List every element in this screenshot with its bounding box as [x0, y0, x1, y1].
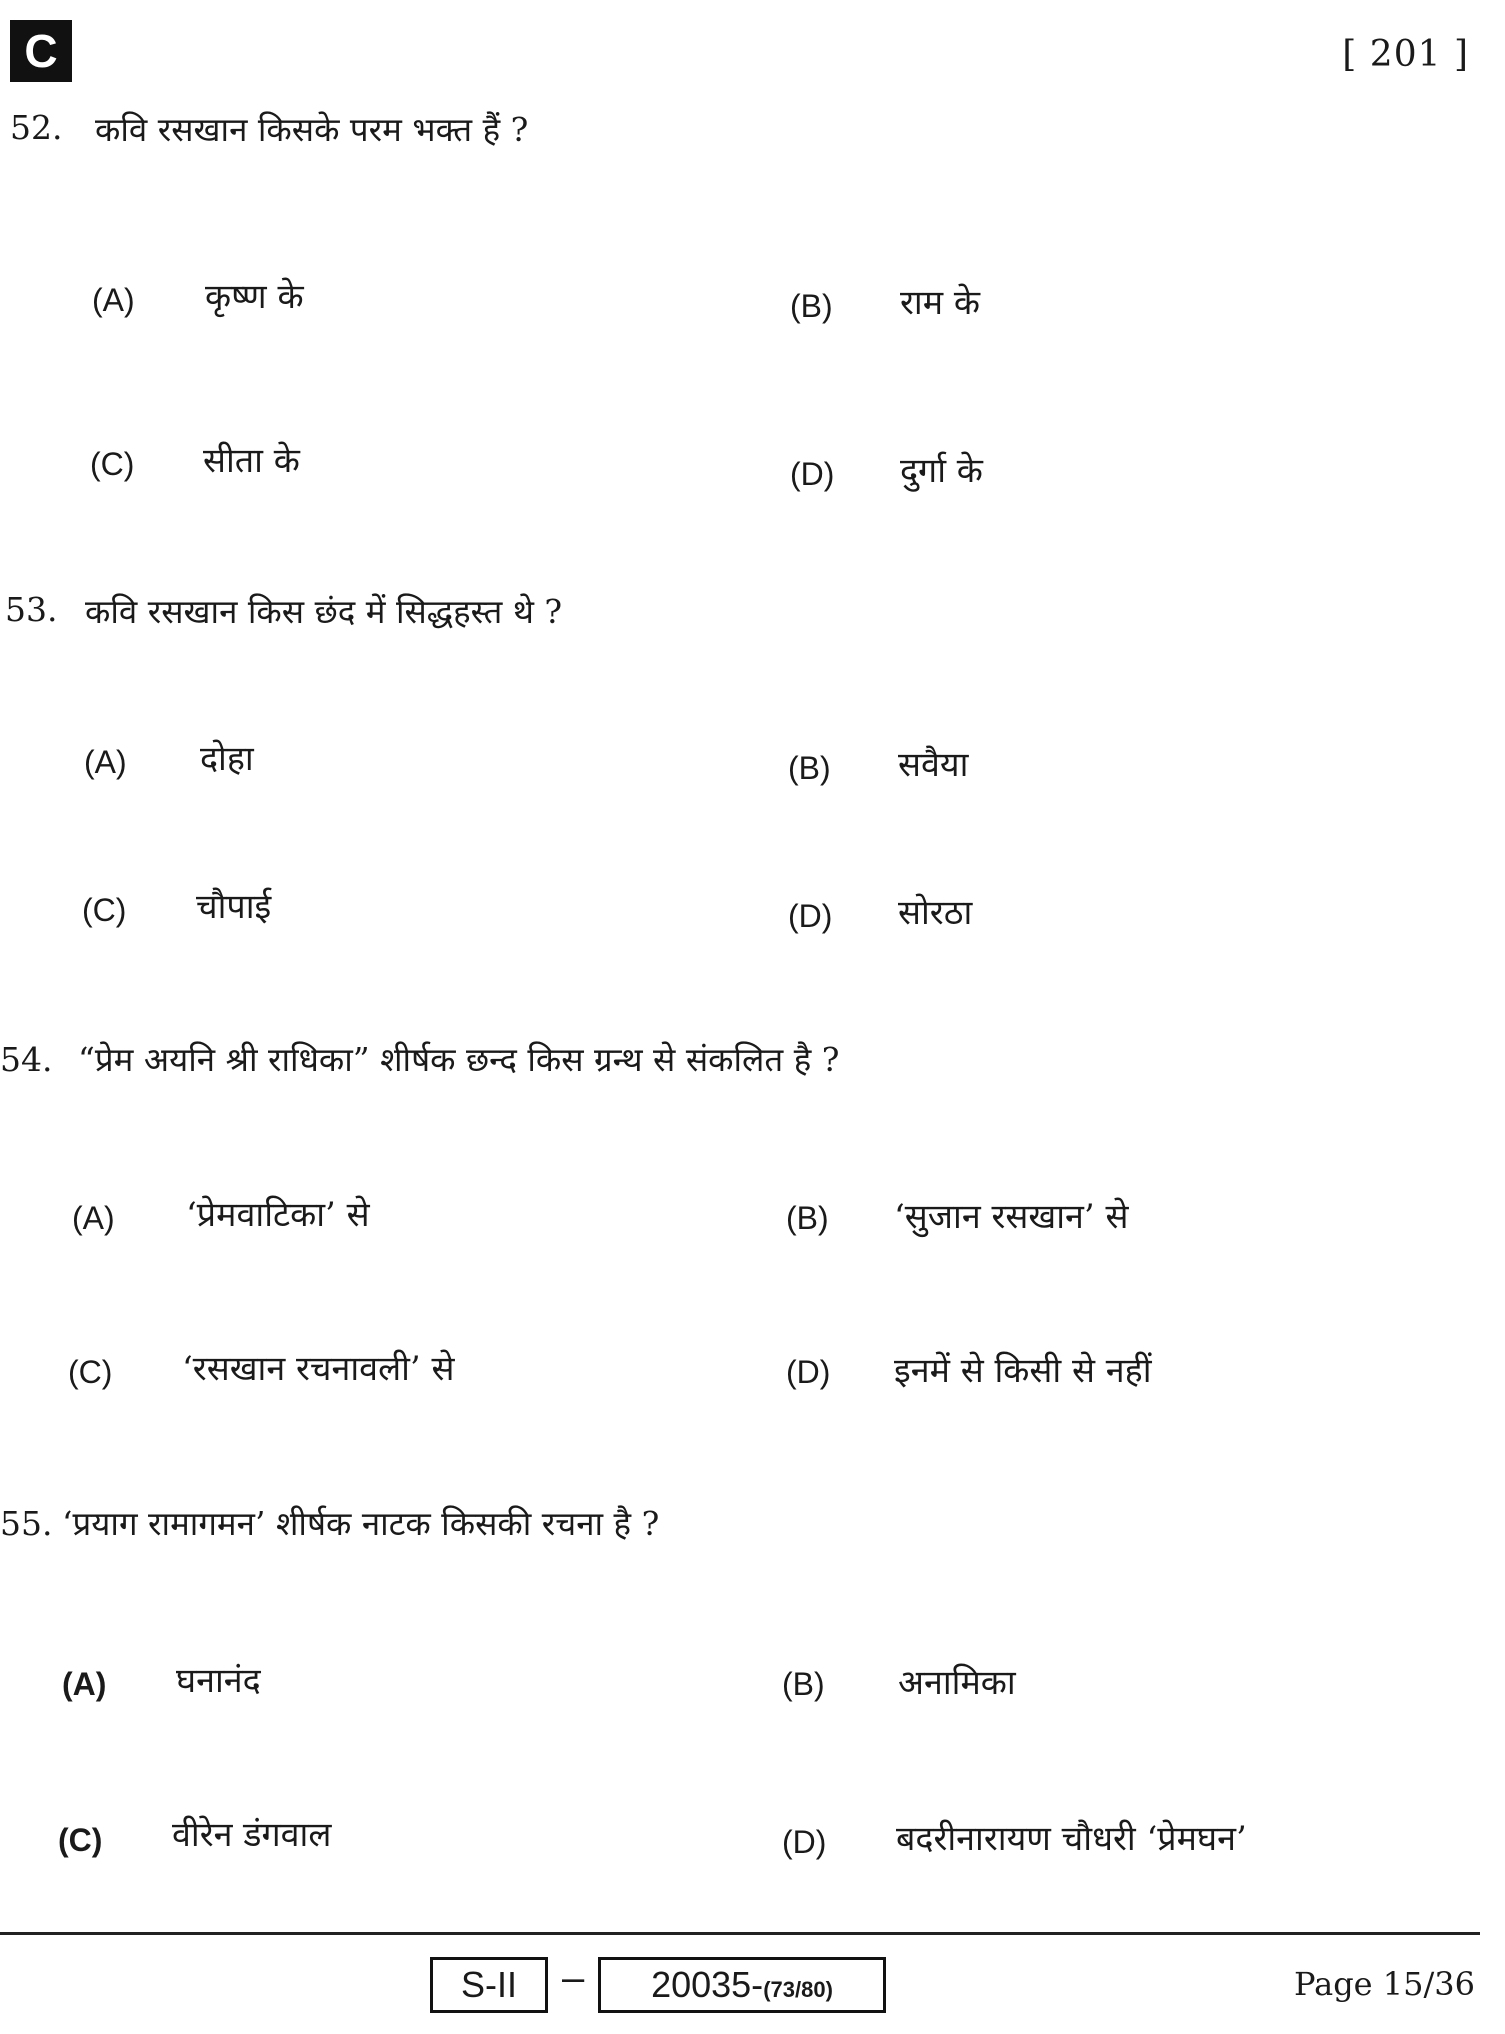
- option-label: (B): [782, 1666, 825, 1702]
- option-label: (A): [62, 1666, 107, 1702]
- question-text: कवि रसखान किस छंद में सिद्धहस्त थे ?: [85, 592, 563, 631]
- option-text: कृष्ण के: [205, 277, 304, 317]
- option-label: (C): [90, 446, 135, 482]
- option-label: (C): [82, 892, 127, 928]
- option-label: (A): [72, 1200, 115, 1236]
- footer-separator: –: [562, 1956, 585, 2000]
- option-text: ‘रसखान रचनावली’ से: [182, 1349, 455, 1389]
- paper-code: 20035-: [651, 1964, 764, 2005]
- option-label: (B): [788, 750, 831, 786]
- option-text: दोहा: [200, 739, 254, 779]
- question-text: ‘प्रयाग रामागमन’ शीर्षक नाटक किसकी रचना है ?: [62, 1504, 660, 1543]
- option-label: (C): [58, 1822, 103, 1858]
- option-text: ‘प्रेमवाटिका’ से: [186, 1195, 370, 1235]
- option-text: सवैया: [898, 745, 969, 785]
- footer-rule: [0, 1932, 1480, 1935]
- question-text: “प्रेम अयनि श्री राधिका” शीर्षक छन्द किस ग्रन्थ से संकलित है ?: [78, 1040, 840, 1079]
- option-label: (D): [782, 1824, 827, 1860]
- option-text: सीता के: [203, 441, 300, 481]
- option-text: बदरीनारायण चौधरी ‘प्रेमघन’: [896, 1819, 1247, 1859]
- series-code-box: S-II: [430, 1957, 548, 2013]
- option-label: (A): [84, 744, 127, 780]
- question-text: कवि रसखान किसके परम भक्त हैं ?: [95, 110, 529, 149]
- question-number: 53.: [5, 590, 58, 629]
- option-text: चौपाई: [196, 887, 272, 927]
- option-text: वीरेन डंगवाल: [172, 1815, 332, 1855]
- option-label: (B): [790, 288, 833, 324]
- option-text: इनमें से किसी से नहीं: [894, 1351, 1152, 1391]
- option-label: (A): [92, 282, 135, 318]
- option-text: राम के: [900, 283, 980, 323]
- option-text: ‘सुजान रसखान’ से: [894, 1197, 1129, 1237]
- paper-code-box: [598, 1957, 886, 2013]
- question-number: 54.: [0, 1040, 53, 1079]
- question-number: 55.: [0, 1504, 53, 1543]
- option-text: अनामिका: [898, 1663, 1016, 1703]
- page-code: [ 201 ]: [1342, 34, 1469, 75]
- set-code-badge: C: [10, 20, 72, 82]
- option-label: (C): [68, 1354, 113, 1390]
- option-text: सोरठा: [898, 893, 973, 933]
- paper-code-suffix: (73/80): [763, 1977, 833, 2002]
- option-text: घनानंद: [176, 1661, 261, 1701]
- page-number: Page 15/36: [1294, 1965, 1475, 2003]
- option-label: (D): [786, 1354, 831, 1390]
- option-text: दुर्गा के: [900, 451, 983, 491]
- option-label: (B): [786, 1200, 829, 1236]
- option-label: (D): [788, 898, 833, 934]
- question-number: 52.: [10, 108, 63, 147]
- option-label: (D): [790, 456, 835, 492]
